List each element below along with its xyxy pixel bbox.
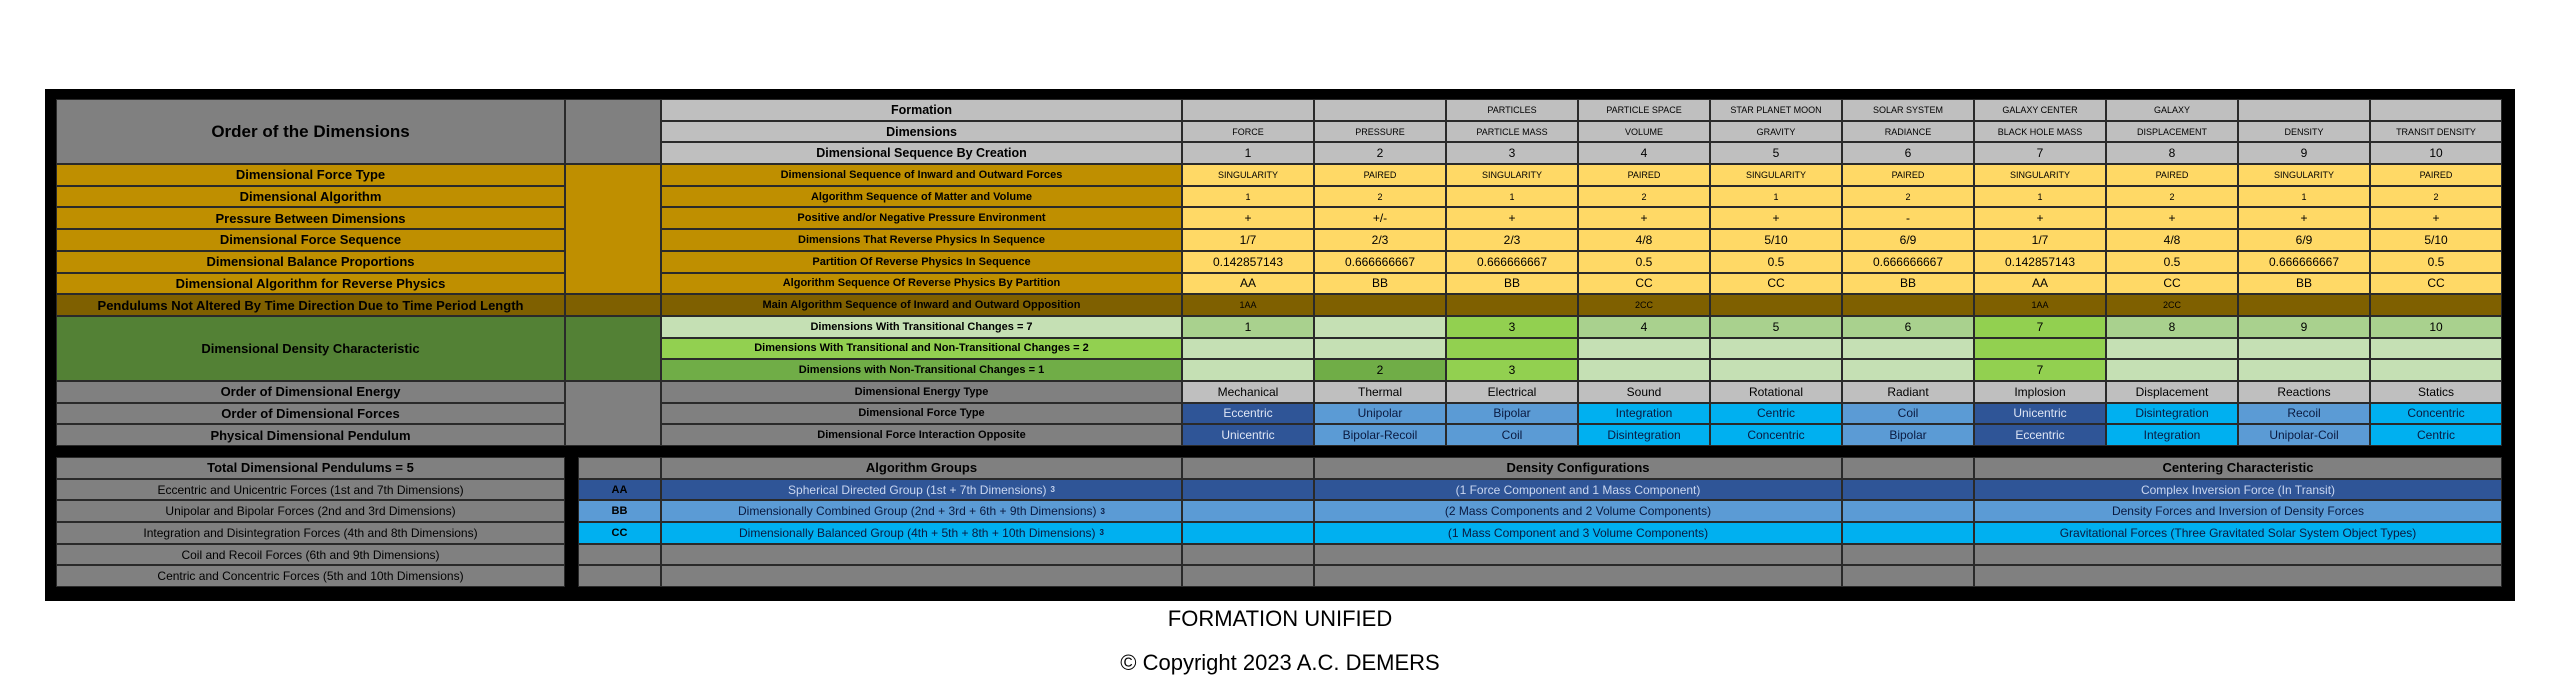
value-cell: - <box>1842 207 1974 229</box>
value-cell: 0.666666667 <box>2238 251 2370 273</box>
value-cell: 2 <box>2370 186 2502 208</box>
formation-cell: SOLAR SYSTEM <box>1842 99 1974 121</box>
sequence-cell: 8 <box>2106 142 2238 164</box>
spacer-cell <box>661 565 1182 587</box>
value-cell: 6/9 <box>1842 229 1974 251</box>
value-cell <box>2370 359 2502 381</box>
spacer-cell <box>1182 544 1314 566</box>
value-cell: 8 <box>2106 316 2238 338</box>
row-description: Dimensional Energy Type <box>661 381 1182 403</box>
row-description: Dimensional Force Type <box>661 403 1182 425</box>
value-cell <box>1974 338 2106 360</box>
value-cell: CC <box>2106 273 2238 295</box>
value-cell: Eccentric <box>1182 403 1314 425</box>
value-cell: Electrical <box>1446 381 1578 403</box>
value-cell: SINGULARITY <box>1446 164 1578 186</box>
copyright-notice: © Copyright 2023 A.C. DEMERS <box>1120 650 1440 675</box>
density-configuration: (2 Mass Components and 2 Volume Components) <box>1314 500 1842 522</box>
spacer-cell <box>1182 522 1314 544</box>
spacer-cell <box>1182 500 1314 522</box>
value-cell: Concentric <box>1710 424 1842 446</box>
value-cell: PAIRED <box>1842 164 1974 186</box>
value-cell: Centric <box>2370 424 2502 446</box>
group-superscript: 3 <box>1050 485 1055 495</box>
dimension-cell: VOLUME <box>1578 121 1710 143</box>
value-cell: Statics <box>2370 381 2502 403</box>
value-cell: Concentric <box>2370 403 2502 425</box>
value-cell: SINGULARITY <box>1710 164 1842 186</box>
value-cell: + <box>2238 207 2370 229</box>
value-cell: 1 <box>2238 186 2370 208</box>
value-cell: 1AA <box>1974 294 2106 316</box>
value-cell: 3 <box>1446 316 1578 338</box>
formation-cell: GALAXY CENTER <box>1974 99 2106 121</box>
value-cell <box>1314 338 1446 360</box>
spacer-cell <box>578 544 661 566</box>
spacer-cell <box>1842 522 1974 544</box>
spacer-cell <box>1182 479 1314 501</box>
group-superscript: 3 <box>1100 506 1105 516</box>
value-cell <box>1578 338 1710 360</box>
row-label: Pendulums Not Altered By Time Direction Due to Time Period Length <box>56 294 565 316</box>
row-description: Dimensions With Transitional Changes = 7 <box>661 316 1182 338</box>
centering-characteristic: Complex Inversion Force (In Transit) <box>1974 479 2502 501</box>
sequence-cell: 10 <box>2370 142 2502 164</box>
value-cell: 2 <box>1314 359 1446 381</box>
spacer-cell <box>565 294 661 316</box>
value-cell: BB <box>1842 273 1974 295</box>
pendulum-row: Eccentric and Unicentric Forces (1st and 7th Dimensions) <box>56 479 565 501</box>
row-label: Dimensional Density Characteristic <box>56 316 565 381</box>
value-cell: PAIRED <box>1578 164 1710 186</box>
spacer-cell <box>1314 565 1842 587</box>
value-cell: Bipolar-Recoil <box>1314 424 1446 446</box>
row-description: Dimensions with Non-Transitional Changes = 1 <box>661 359 1182 381</box>
dimension-cell: TRANSIT DENSITY <box>2370 121 2502 143</box>
value-cell <box>2106 359 2238 381</box>
spacer-cell <box>1842 457 1974 479</box>
value-cell: Reactions <box>2238 381 2370 403</box>
value-cell: + <box>1974 207 2106 229</box>
value-cell: 2 <box>1314 186 1446 208</box>
row-description: Partition Of Reverse Physics In Sequence <box>661 251 1182 273</box>
spacer-cell <box>661 544 1182 566</box>
value-cell: 1 <box>1182 316 1314 338</box>
dimensions-label: Dimensions <box>661 121 1182 143</box>
value-cell <box>1842 338 1974 360</box>
value-cell: CC <box>1710 273 1842 295</box>
dimension-cell: BLACK HOLE MASS <box>1974 121 2106 143</box>
value-cell: 1 <box>1446 186 1578 208</box>
value-cell: + <box>1710 207 1842 229</box>
formation-cell: PARTICLES <box>1446 99 1578 121</box>
formation-cell <box>2238 99 2370 121</box>
spacer-cell <box>1842 479 1974 501</box>
value-cell: 6/9 <box>2238 229 2370 251</box>
value-cell: Centric <box>1710 403 1842 425</box>
row-description: Dimensional Sequence of Inward and Outward Forces <box>661 164 1182 186</box>
centering-characteristic: Density Forces and Inversion of Density Forces <box>1974 500 2502 522</box>
group-code: CC <box>578 522 661 544</box>
value-cell: 2CC <box>1578 294 1710 316</box>
value-cell: 0.666666667 <box>1842 251 1974 273</box>
value-cell <box>2370 338 2502 360</box>
value-cell <box>1710 338 1842 360</box>
pendulum-row: Unipolar and Bipolar Forces (2nd and 3rd Dimensions) <box>56 500 565 522</box>
sequence-cell: 3 <box>1446 142 1578 164</box>
sequence-label: Dimensional Sequence By Creation <box>661 142 1182 164</box>
total-pendulums-label: Total Dimensional Pendulums = 5 <box>56 457 565 479</box>
spacer-cell <box>1974 544 2502 566</box>
value-cell: 10 <box>2370 316 2502 338</box>
value-cell: 0.142857143 <box>1182 251 1314 273</box>
algorithm-groups-header: Algorithm Groups <box>661 457 1182 479</box>
value-cell <box>1314 294 1446 316</box>
value-cell: Coil <box>1446 424 1578 446</box>
row-label: Dimensional Algorithm <box>56 186 565 208</box>
spacer-cell <box>1842 544 1974 566</box>
value-cell: 5 <box>1710 316 1842 338</box>
value-cell: BB <box>2238 273 2370 295</box>
spacer-cell <box>1974 565 2502 587</box>
pendulum-table <box>56 457 2502 587</box>
density-configuration: (1 Force Component and 1 Mass Component) <box>1314 479 1842 501</box>
spacer-cell <box>565 381 661 446</box>
row-description: Algorithm Sequence Of Reverse Physics By Partition <box>661 273 1182 295</box>
value-cell: CC <box>2370 273 2502 295</box>
value-cell: AA <box>1182 273 1314 295</box>
value-cell: 0.666666667 <box>1446 251 1578 273</box>
separator <box>565 457 578 587</box>
value-cell <box>1446 294 1578 316</box>
value-cell: Recoil <box>2238 403 2370 425</box>
spacer-cell <box>565 316 661 381</box>
spacer-cell <box>1842 500 1974 522</box>
value-cell <box>1314 316 1446 338</box>
row-description: Positive and/or Negative Pressure Environment <box>661 207 1182 229</box>
spacer-cell <box>1182 457 1314 479</box>
value-cell <box>2106 338 2238 360</box>
value-cell: 1 <box>1182 186 1314 208</box>
value-cell: 5/10 <box>1710 229 1842 251</box>
value-cell <box>2370 294 2502 316</box>
formation-cell <box>2370 99 2502 121</box>
value-cell: Eccentric <box>1974 424 2106 446</box>
value-cell: + <box>1182 207 1314 229</box>
spacer-cell <box>578 457 661 479</box>
value-cell: Integration <box>1578 403 1710 425</box>
spacer-cell <box>578 565 661 587</box>
row-description: Algorithm Sequence of Matter and Volume <box>661 186 1182 208</box>
value-cell <box>2238 338 2370 360</box>
formation-label: Formation <box>661 99 1182 121</box>
value-cell: BB <box>1314 273 1446 295</box>
value-cell <box>1182 338 1314 360</box>
centering-characteristic-header: Centering Characteristic <box>1974 457 2502 479</box>
dimension-cell: GRAVITY <box>1710 121 1842 143</box>
value-cell: Implosion <box>1974 381 2106 403</box>
value-cell: 7 <box>1974 359 2106 381</box>
order-title: Order of the Dimensions <box>56 99 565 164</box>
density-configurations-header: Density Configurations <box>1314 457 1842 479</box>
group-superscript: 3 <box>1099 528 1104 538</box>
value-cell: BB <box>1446 273 1578 295</box>
value-cell: Sound <box>1578 381 1710 403</box>
pendulum-row: Integration and Disintegration Forces (4th and 8th Dimensions) <box>56 522 565 544</box>
sequence-cell: 7 <box>1974 142 2106 164</box>
dimension-cell: FORCE <box>1182 121 1314 143</box>
row-label: Order of Dimensional Forces <box>56 403 565 425</box>
value-cell: 0.5 <box>1710 251 1842 273</box>
formation-cell <box>1182 99 1314 121</box>
value-cell: 9 <box>2238 316 2370 338</box>
value-cell: Bipolar <box>1446 403 1578 425</box>
group-name: Spherical Directed Group (1st + 7th Dimensions) <box>788 482 1047 497</box>
value-cell: Unipolar <box>1314 403 1446 425</box>
value-cell: Rotational <box>1710 381 1842 403</box>
dimensions-table <box>56 99 2502 446</box>
group-code: BB <box>578 500 661 522</box>
value-cell: Unicentric <box>1974 403 2106 425</box>
spacer-cell <box>565 99 661 164</box>
group-name: Dimensionally Balanced Group (4th + 5th + 8th + 10th Dimensions) <box>739 525 1096 540</box>
value-cell <box>1842 359 1974 381</box>
value-cell: Unipolar-Coil <box>2238 424 2370 446</box>
value-cell: CC <box>1578 273 1710 295</box>
row-label: Pressure Between Dimensions <box>56 207 565 229</box>
value-cell: Integration <box>2106 424 2238 446</box>
formation-cell: PARTICLE SPACE <box>1578 99 1710 121</box>
value-cell <box>2238 294 2370 316</box>
algorithm-group <box>661 479 1182 501</box>
value-cell: + <box>2370 207 2502 229</box>
dimension-cell: PRESSURE <box>1314 121 1446 143</box>
value-cell: 1/7 <box>1182 229 1314 251</box>
spacer-cell <box>1842 565 1974 587</box>
value-cell: PAIRED <box>1314 164 1446 186</box>
value-cell: 6 <box>1842 316 1974 338</box>
pendulum-row: Centric and Concentric Forces (5th and 10th Dimensions) <box>56 565 565 587</box>
value-cell: Disintegration <box>2106 403 2238 425</box>
value-cell: 2/3 <box>1446 229 1578 251</box>
formation-cell: GALAXY <box>2106 99 2238 121</box>
row-label: Dimensional Balance Proportions <box>56 251 565 273</box>
spacer-cell <box>565 164 661 294</box>
value-cell <box>1710 294 1842 316</box>
value-cell: 7 <box>1974 316 2106 338</box>
value-cell: 0.5 <box>1578 251 1710 273</box>
value-cell <box>2238 359 2370 381</box>
sequence-cell: 5 <box>1710 142 1842 164</box>
value-cell: Radiant <box>1842 381 1974 403</box>
value-cell: + <box>1578 207 1710 229</box>
value-cell: 4/8 <box>1578 229 1710 251</box>
value-cell: 4 <box>1578 316 1710 338</box>
centering-characteristic: Gravitational Forces (Three Gravitated Solar System Object Types) <box>1974 522 2502 544</box>
value-cell: 1 <box>1974 186 2106 208</box>
row-description: Dimensions That Reverse Physics In Sequence <box>661 229 1182 251</box>
sequence-cell: 4 <box>1578 142 1710 164</box>
value-cell: 5/10 <box>2370 229 2502 251</box>
row-label: Order of Dimensional Energy <box>56 381 565 403</box>
value-cell: SINGULARITY <box>1974 164 2106 186</box>
density-configuration: (1 Mass Component and 3 Volume Components) <box>1314 522 1842 544</box>
value-cell: Bipolar <box>1842 424 1974 446</box>
value-cell: 1AA <box>1182 294 1314 316</box>
sequence-cell: 2 <box>1314 142 1446 164</box>
value-cell: + <box>2106 207 2238 229</box>
value-cell: + <box>1446 207 1578 229</box>
value-cell: 2 <box>2106 186 2238 208</box>
value-cell: Unicentric <box>1182 424 1314 446</box>
dimension-cell: RADIANCE <box>1842 121 1974 143</box>
row-description: Dimensions With Transitional and Non-Transitional Changes = 2 <box>661 338 1182 360</box>
value-cell: 3 <box>1446 359 1578 381</box>
sequence-cell: 1 <box>1182 142 1314 164</box>
formation-cell <box>1314 99 1446 121</box>
value-cell <box>1710 359 1842 381</box>
value-cell: +/- <box>1314 207 1446 229</box>
value-cell: Displacement <box>2106 381 2238 403</box>
value-cell: Coil <box>1842 403 1974 425</box>
value-cell: 1/7 <box>1974 229 2106 251</box>
value-cell: PAIRED <box>2370 164 2502 186</box>
page-title: FORMATION UNIFIED <box>1167 606 1393 631</box>
dimension-cell: DISPLACEMENT <box>2106 121 2238 143</box>
row-label: Dimensional Algorithm for Reverse Physics <box>56 273 565 295</box>
spacer-cell <box>1182 565 1314 587</box>
value-cell: 1 <box>1710 186 1842 208</box>
value-cell: SINGULARITY <box>2238 164 2370 186</box>
sequence-cell: 9 <box>2238 142 2370 164</box>
value-cell <box>1842 294 1974 316</box>
value-cell <box>1446 338 1578 360</box>
value-cell: 0.5 <box>2370 251 2502 273</box>
value-cell: PAIRED <box>2106 164 2238 186</box>
pendulum-row: Coil and Recoil Forces (6th and 9th Dimensions) <box>56 544 565 566</box>
value-cell: Disintegration <box>1578 424 1710 446</box>
row-label: Physical Dimensional Pendulum <box>56 424 565 446</box>
dimension-cell: PARTICLE MASS <box>1446 121 1578 143</box>
row-description: Main Algorithm Sequence of Inward and Outward Opposition <box>661 294 1182 316</box>
sequence-cell: 6 <box>1842 142 1974 164</box>
value-cell: 2/3 <box>1314 229 1446 251</box>
algorithm-group <box>661 500 1182 522</box>
value-cell: AA <box>1974 273 2106 295</box>
value-cell: 0.666666667 <box>1314 251 1446 273</box>
value-cell <box>1578 359 1710 381</box>
formation-cell: STAR PLANET MOON <box>1710 99 1842 121</box>
group-name: Dimensionally Combined Group (2nd + 3rd + 6th + 9th Dimensions) <box>738 504 1097 519</box>
row-description: Dimensional Force Interaction Opposite <box>661 424 1182 446</box>
value-cell: Thermal <box>1314 381 1446 403</box>
row-label: Dimensional Force Type <box>56 164 565 186</box>
value-cell: 2 <box>1578 186 1710 208</box>
value-cell: 0.5 <box>2106 251 2238 273</box>
algorithm-group <box>661 522 1182 544</box>
row-label: Dimensional Force Sequence <box>56 229 565 251</box>
value-cell: Mechanical <box>1182 381 1314 403</box>
value-cell: 0.142857143 <box>1974 251 2106 273</box>
value-cell: 2 <box>1842 186 1974 208</box>
value-cell <box>1182 359 1314 381</box>
spacer-cell <box>1314 544 1842 566</box>
dimension-cell: DENSITY <box>2238 121 2370 143</box>
value-cell: SINGULARITY <box>1182 164 1314 186</box>
group-code: AA <box>578 479 661 501</box>
value-cell: 4/8 <box>2106 229 2238 251</box>
value-cell: 2CC <box>2106 294 2238 316</box>
